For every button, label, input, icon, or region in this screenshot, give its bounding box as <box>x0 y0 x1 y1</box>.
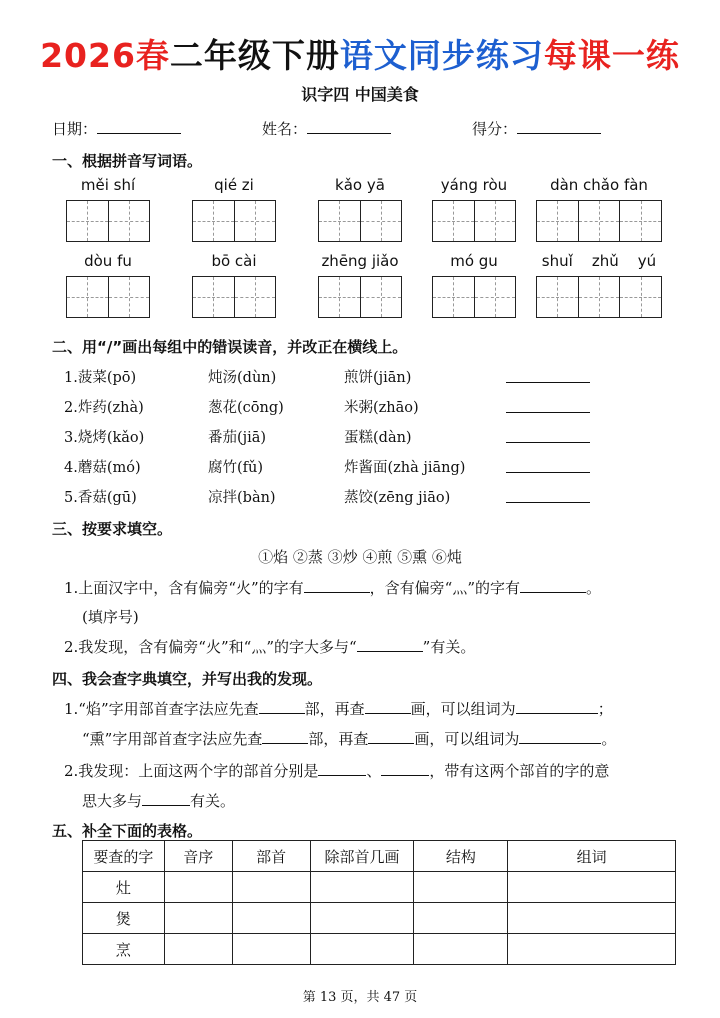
column-header: 音序 <box>164 841 232 872</box>
name-label: 姓名： <box>262 120 308 138</box>
date-field[interactable] <box>52 118 181 139</box>
q3-1-note: (填序号) <box>82 608 139 626</box>
table-cell[interactable] <box>310 934 414 965</box>
column-header: 组词 <box>508 841 676 872</box>
tianzige-box[interactable] <box>536 276 662 318</box>
answer-blank[interactable] <box>318 761 366 776</box>
q4-hua-text: 画，可以组词为 <box>414 730 520 748</box>
row-character: 烹 <box>83 934 165 965</box>
answer-blank[interactable] <box>520 578 586 593</box>
table-row <box>83 903 676 934</box>
name-field[interactable] <box>262 118 391 139</box>
pinyin-label: kǎo yā <box>335 176 385 194</box>
reading-item: 米粥(zhāo) <box>344 400 419 416</box>
answer-line[interactable] <box>506 368 590 383</box>
tianzige-box[interactable] <box>432 276 516 318</box>
row-character: 灶 <box>83 872 165 903</box>
answer-blank[interactable] <box>519 729 601 744</box>
q4-2-text-c: ，带有这两个部首的字的意 <box>429 762 610 780</box>
q4-end-text: ； <box>597 700 613 718</box>
q4-end-text: 。 <box>601 730 617 748</box>
tianzige-box[interactable] <box>192 276 276 318</box>
reading-item: 炖汤(dùn) <box>208 370 277 386</box>
table-cell[interactable] <box>508 872 676 903</box>
section3-heading: 三、按要求填空。 <box>52 520 173 538</box>
section1-heading: 一、根据拼音写词语。 <box>52 152 203 170</box>
pinyin-label: dàn chǎo fàn <box>550 176 648 194</box>
reading-item: 炸酱面(zhà jiāng) <box>344 460 466 476</box>
q4-bu-text: 部，再查 <box>304 700 365 718</box>
answer-blank[interactable] <box>368 729 414 744</box>
table-cell[interactable] <box>414 872 508 903</box>
q4-bu-text: 部，再查 <box>308 730 369 748</box>
answer-blank[interactable] <box>516 699 598 714</box>
score-field[interactable] <box>472 118 601 139</box>
table-cell[interactable] <box>164 903 232 934</box>
q4-hua-text: 画，可以组词为 <box>410 700 516 718</box>
tianzige-box[interactable] <box>318 276 402 318</box>
answer-blank[interactable] <box>304 578 370 593</box>
row-character: 煲 <box>83 903 165 934</box>
answer-blank[interactable] <box>365 699 411 714</box>
section5-heading: 五、补全下面的表格。 <box>52 822 203 840</box>
dictionary-table <box>82 840 676 965</box>
question4-1b <box>82 728 616 749</box>
table-cell[interactable] <box>508 903 676 934</box>
pinyin-label: měi shí <box>80 176 136 194</box>
table-row <box>83 872 676 903</box>
question3-1 <box>64 577 601 598</box>
table-cell[interactable] <box>164 934 232 965</box>
answer-blank[interactable] <box>259 699 305 714</box>
reading-item: 番茄(jiā) <box>208 430 267 446</box>
q4-2-text-a: 2.我发现：上面这两个字的部首分别是 <box>64 762 319 780</box>
table-row <box>83 934 676 965</box>
name-blank[interactable] <box>307 119 391 134</box>
pinyin-label: dòu fu <box>84 252 132 270</box>
pinyin-label: yáng ròu <box>440 176 508 194</box>
reading-item: 凉拌(bàn) <box>208 490 276 506</box>
answer-line[interactable] <box>506 458 590 473</box>
table-header-row <box>83 841 676 872</box>
answer-blank[interactable] <box>142 791 190 806</box>
q4-2-text-b: 、 <box>366 762 382 780</box>
q4-1b-text: “熏”字用部首查字法应先查 <box>82 730 263 748</box>
column-header: 结构 <box>414 841 508 872</box>
table-cell[interactable] <box>508 934 676 965</box>
q4-2-text-d: 思大多与 <box>82 792 143 810</box>
pinyin-label: zhēng jiǎo <box>321 252 399 270</box>
table-cell[interactable] <box>164 872 232 903</box>
q4-2-text-e: 有关。 <box>190 792 236 810</box>
reading-item: 1.菠菜(pō) <box>64 370 137 386</box>
page-title <box>0 30 720 77</box>
pinyin-label: mó gu <box>450 252 498 270</box>
title-part-subject: 语文同步练习 <box>339 36 544 75</box>
q3-1-text-b: ，含有偏旁“灬”的字有 <box>369 579 520 597</box>
score-blank[interactable] <box>517 119 601 134</box>
section2-heading: 二、用“/”画出每组中的错误读音，并改正在横线上。 <box>52 338 408 356</box>
table-cell[interactable] <box>232 872 310 903</box>
tianzige-box[interactable] <box>66 276 150 318</box>
tianzige-box[interactable] <box>536 200 662 242</box>
q3-1-text-c: 。 <box>586 579 602 597</box>
tianzige-box[interactable] <box>432 200 516 242</box>
reading-item: 葱花(cōng) <box>208 400 284 416</box>
title-part-grade: 二年级下册 <box>169 36 340 75</box>
table-cell[interactable] <box>232 934 310 965</box>
title-part-year: 2026春 <box>40 36 170 75</box>
q4-1a-text: 1.“焰”字用部首查字法应先查 <box>64 700 259 718</box>
pinyin-label: shuǐ zhǔ yú <box>541 252 657 270</box>
date-blank[interactable] <box>97 119 181 134</box>
tianzige-box[interactable] <box>66 200 150 242</box>
reading-item: 5.香菇(gū) <box>64 490 137 506</box>
table-cell[interactable] <box>414 903 508 934</box>
lesson-subtitle: 识字四 中国美食 <box>301 85 419 104</box>
reading-item: 2.炸药(zhà) <box>64 400 144 416</box>
column-header: 要查的字 <box>83 841 165 872</box>
answer-blank[interactable] <box>262 729 308 744</box>
answer-line[interactable] <box>506 488 590 503</box>
answer-blank[interactable] <box>381 761 429 776</box>
table-cell[interactable] <box>310 903 414 934</box>
reading-item: 煎饼(jiān) <box>344 370 412 386</box>
reading-item: 4.蘑菇(mó) <box>64 460 141 476</box>
section4-heading: 四、我会查字典填空，并写出我的发现。 <box>52 670 323 688</box>
tianzige-box[interactable] <box>318 200 402 242</box>
question4-2-cont <box>82 790 235 811</box>
pinyin-label: qié zi <box>214 176 254 194</box>
question4-1a <box>64 698 613 719</box>
reading-item: 蛋糕(dàn) <box>344 430 412 446</box>
q3-2-text-b: ”有关。 <box>422 638 476 656</box>
question4-2 <box>64 760 609 781</box>
pinyin-label: bō cài <box>211 252 257 270</box>
score-label: 得分： <box>472 120 518 138</box>
reading-item: 3.烧烤(kǎo) <box>64 430 145 446</box>
reading-item: 蒸饺(zēng jiāo) <box>344 490 451 506</box>
table-cell[interactable] <box>310 872 414 903</box>
answer-blank[interactable] <box>357 637 423 652</box>
q3-1-text-a: 1.上面汉字中，含有偏旁“火”的字有 <box>64 579 304 597</box>
page-footer: 第 13 页，共 47 页 <box>302 990 418 1005</box>
answer-line[interactable] <box>506 428 590 443</box>
column-header: 部首 <box>232 841 310 872</box>
table-cell[interactable] <box>232 903 310 934</box>
tianzige-box[interactable] <box>192 200 276 242</box>
answer-line[interactable] <box>506 398 590 413</box>
question3-2 <box>64 636 475 657</box>
table-cell[interactable] <box>414 934 508 965</box>
character-options: ①焰 ②蒸 ③炒 ④煎 ⑤熏 ⑥炖 <box>258 548 462 566</box>
title-part-series: 每课一练 <box>543 36 680 75</box>
date-label: 日期： <box>52 120 98 138</box>
column-header: 除部首几画 <box>310 841 414 872</box>
q3-2-text-a: 2.我发现，含有偏旁“火”和“灬”的字大多与“ <box>64 638 357 656</box>
reading-item: 腐竹(fǔ) <box>208 460 264 476</box>
